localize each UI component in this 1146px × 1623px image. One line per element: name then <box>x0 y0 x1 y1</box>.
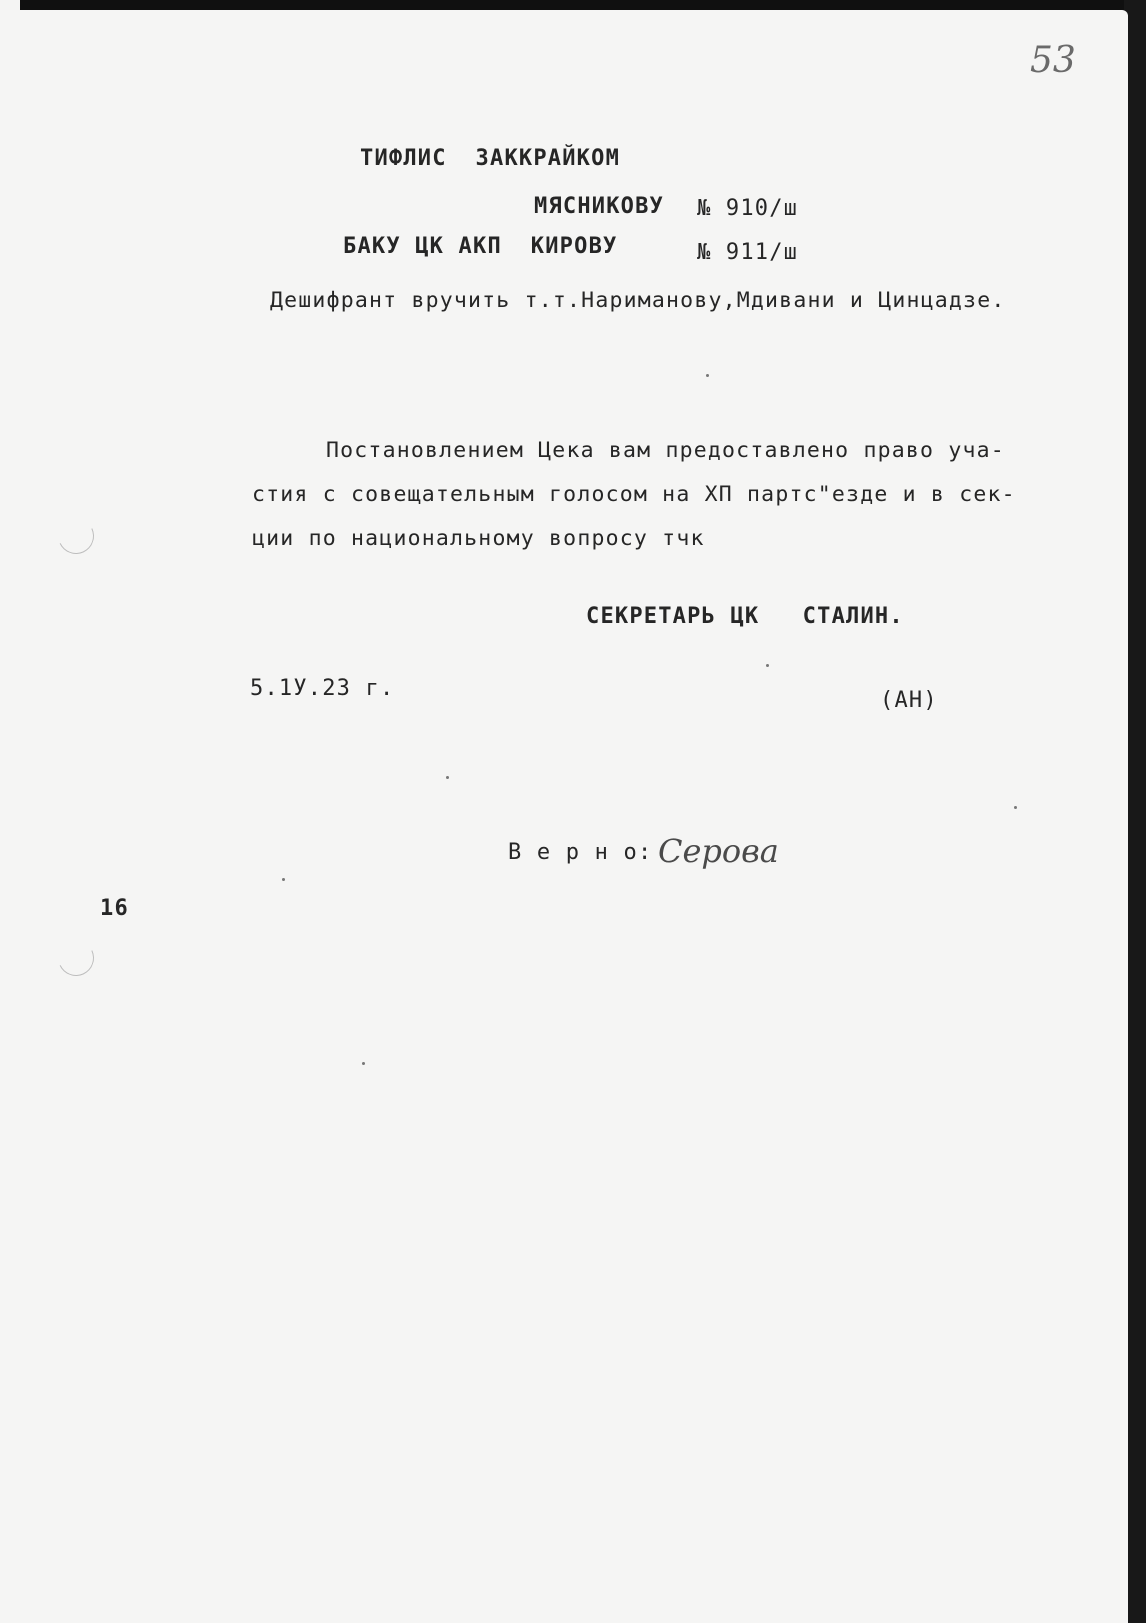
certification-signature: Серова <box>658 832 779 870</box>
addressee-line-1: ТИФЛИС ЗАККРАЙКОМ <box>360 146 621 171</box>
document-date: 5.1У.23 г. <box>250 676 395 701</box>
telegram-number-1: № 910/ш <box>697 196 799 221</box>
paper-speck <box>766 664 769 667</box>
punch-hole-bottom <box>53 935 99 981</box>
paper-speck <box>362 1062 365 1065</box>
paper-speck <box>282 878 285 881</box>
folio-number: 53 <box>1030 40 1076 81</box>
certification-label: В е р н о: <box>508 840 653 865</box>
punch-hole-top <box>53 513 99 559</box>
operator-initials: (АН) <box>880 688 938 713</box>
delivery-instruction: Дешифрант вручить т.т.Нариманову,Мдивани и Цинцадзе. <box>270 288 1006 313</box>
signature-block: СЕКРЕТАРЬ ЦК СТАЛИН. <box>586 604 904 629</box>
addressee-name-1: МЯСНИКОВУ <box>534 194 665 219</box>
margin-note: 16 <box>100 896 129 921</box>
body-line-1: Постановлением Цека вам предоставлено право уча- <box>326 438 1005 463</box>
paper-speck <box>1014 806 1017 809</box>
paper-page <box>0 10 1128 1623</box>
paper-speck <box>706 374 709 377</box>
body-line-2: стия с совещательным голосом на ХП партс"езде и в сек- <box>252 482 1016 507</box>
body-line-3: ции по национальному вопросу тчк <box>252 526 705 551</box>
telegram-number-2: № 911/ш <box>697 240 799 265</box>
addressee-line-3: БАКУ ЦК АКП КИРОВУ <box>343 234 618 259</box>
paper-speck <box>446 776 449 779</box>
